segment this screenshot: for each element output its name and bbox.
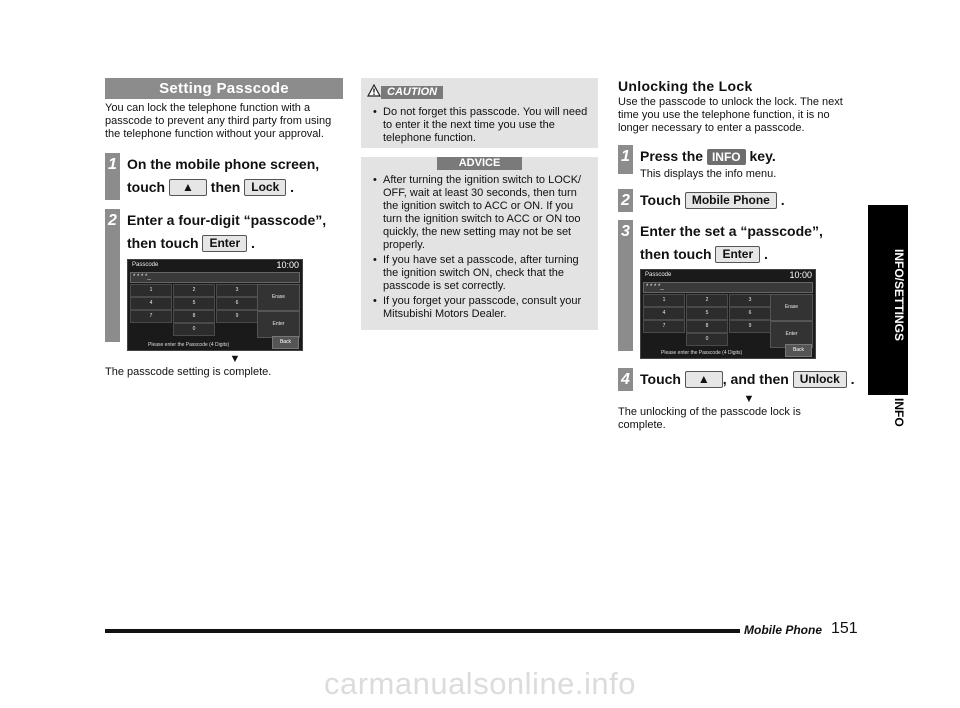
screen-title: Passcode bbox=[645, 272, 672, 278]
step-1 bbox=[105, 153, 343, 199]
screen-key: 5 bbox=[686, 307, 728, 320]
screen-key: 7 bbox=[643, 320, 685, 333]
step-text: . bbox=[780, 192, 785, 208]
screen-key: 7 bbox=[130, 310, 172, 323]
step-text: touch bbox=[127, 179, 166, 195]
step-text: Press the bbox=[640, 148, 704, 164]
screen-key: 8 bbox=[686, 320, 728, 333]
screen-key: 3 bbox=[729, 294, 771, 307]
caution-label: CAUTION bbox=[381, 86, 443, 99]
step-number: 3 bbox=[618, 220, 633, 351]
screen-back-button: Back bbox=[272, 336, 299, 349]
list-item: • Do not forget this passcode. You will need to enter it the next time you use the telephone function. bbox=[373, 106, 588, 145]
step-title bbox=[127, 209, 343, 255]
up-arrow-key: ▲ bbox=[169, 179, 207, 196]
step-text: . bbox=[290, 179, 295, 195]
screen-key: 0 bbox=[173, 323, 215, 336]
screen-key: 1 bbox=[643, 294, 685, 307]
step-text: Touch bbox=[640, 371, 681, 387]
screen-erase-button: Erase bbox=[257, 284, 300, 311]
screen-key: 4 bbox=[130, 297, 172, 310]
step-title bbox=[640, 220, 858, 266]
advice-box bbox=[361, 157, 598, 330]
list-item: • If you have set a passcode, after turning the ignition switch ON, check that the passcode is set correctly. bbox=[373, 254, 588, 293]
step-text: key. bbox=[749, 148, 776, 164]
screen-key: 3 bbox=[216, 284, 258, 297]
screen-key: 8 bbox=[173, 310, 215, 323]
down-arrow-icon: ▼ bbox=[743, 393, 755, 405]
caution-box bbox=[361, 78, 598, 148]
enter-key: Enter bbox=[202, 235, 247, 252]
step-title bbox=[640, 368, 858, 391]
list-item: • If you forget your passcode, consult your Mitsubishi Motors Dealer. bbox=[373, 295, 588, 321]
screen-key: 9 bbox=[729, 320, 771, 333]
setting-passcode-column bbox=[105, 78, 343, 379]
side-tab-label: INFO/SETTINGS bbox=[892, 248, 906, 341]
notes-column bbox=[361, 78, 598, 330]
step-text: Enter a four-digit “passcode”, bbox=[127, 212, 327, 228]
step-2 bbox=[618, 189, 858, 212]
step-number: 4 bbox=[618, 368, 633, 391]
step-1 bbox=[618, 145, 858, 180]
section-title: Setting Passcode bbox=[105, 78, 343, 99]
step-text: . bbox=[850, 371, 855, 387]
passcode-screen-image bbox=[127, 259, 303, 351]
step-text: then touch bbox=[640, 246, 712, 262]
step-text: Enter the set a “passcode”, bbox=[640, 223, 823, 239]
screen-erase-button: Erase bbox=[770, 294, 813, 321]
intro-text: Use the passcode to unlock the lock. The next time you use the telephone function, it is no longer necessary to enter a passcode. bbox=[618, 96, 843, 134]
step-2 bbox=[105, 209, 343, 351]
watermark: carmanualsonline.info bbox=[323, 666, 637, 701]
step-title bbox=[127, 153, 343, 199]
unlocking-column bbox=[618, 78, 858, 432]
screen-key: 6 bbox=[216, 297, 258, 310]
caution-list bbox=[361, 106, 598, 145]
screen-key: 0 bbox=[686, 333, 728, 346]
screen-key: 6 bbox=[729, 307, 771, 320]
step-text: . bbox=[764, 246, 768, 262]
lock-key: Lock bbox=[244, 179, 286, 196]
screen-enter-button: Enter bbox=[770, 321, 813, 348]
section-title: Unlocking the Lock bbox=[618, 78, 753, 94]
step-number: 2 bbox=[618, 189, 633, 212]
screen-time: 10:00 bbox=[276, 260, 299, 270]
enter-key: Enter bbox=[715, 246, 760, 263]
step-text: then bbox=[210, 179, 241, 195]
side-tab-sub-label: INFO bbox=[892, 398, 906, 427]
down-arrow-icon: ▼ bbox=[229, 353, 241, 365]
screen-message: Please enter the Passcode (4 Digits) bbox=[148, 342, 230, 348]
screen-title: Passcode bbox=[132, 262, 159, 268]
step-text: Touch bbox=[640, 192, 681, 208]
footer-title: Mobile Phone bbox=[744, 623, 822, 637]
step-text: On the mobile phone screen, bbox=[127, 156, 320, 172]
step-text: , and then bbox=[722, 371, 789, 387]
info-key: INFO bbox=[707, 149, 746, 165]
step-title bbox=[640, 189, 858, 212]
screen-message: Please enter the Passcode (4 Digits) bbox=[661, 350, 743, 356]
step-number: 2 bbox=[105, 209, 120, 342]
screen-key: 5 bbox=[173, 297, 215, 310]
step-subtext: This displays the info menu. bbox=[640, 168, 777, 180]
step-4 bbox=[618, 368, 858, 391]
screen-key: 1 bbox=[130, 284, 172, 297]
unlock-key: Unlock bbox=[793, 371, 847, 388]
screen-key: 9 bbox=[216, 310, 258, 323]
screen-time: 10:00 bbox=[789, 270, 812, 280]
step-3 bbox=[618, 220, 858, 359]
step-number: 1 bbox=[105, 153, 120, 200]
completion-text: The passcode setting is complete. bbox=[105, 366, 272, 378]
list-item: • After turning the ignition switch to LOCK/ OFF, wait at least 30 seconds, then turn the ignition switch to ACC or ON. If you turn the ignition switch to ACC or ON too quickly, the new setting may not be set properly. bbox=[373, 174, 588, 252]
page-number: 151 bbox=[831, 620, 858, 637]
up-arrow-key: ▲ bbox=[685, 371, 723, 388]
footer-rule bbox=[105, 629, 740, 633]
screen-back-button: Back bbox=[785, 344, 812, 357]
step-number: 1 bbox=[618, 145, 633, 174]
screen-key: 4 bbox=[643, 307, 685, 320]
caution-header bbox=[361, 82, 598, 102]
advice-label: ADVICE bbox=[437, 157, 522, 170]
advice-list bbox=[361, 174, 598, 321]
step-title bbox=[640, 145, 858, 168]
step-text: then touch bbox=[127, 235, 199, 251]
screen-passcode-field: * * * *_ bbox=[643, 282, 813, 293]
intro-text: You can lock the telephone function with a passcode to prevent any third party from using the telephone function without your approval. bbox=[105, 102, 332, 140]
passcode-screen-image bbox=[640, 269, 816, 359]
screen-enter-button: Enter bbox=[257, 311, 300, 338]
screen-passcode-field: * * * *_ bbox=[130, 272, 300, 283]
warning-triangle-icon bbox=[367, 84, 381, 102]
step-text: . bbox=[251, 235, 255, 251]
completion-text: The unlocking of the passcode lock is complete. bbox=[618, 406, 801, 431]
mobile-phone-key: Mobile Phone bbox=[685, 192, 777, 209]
screen-key: 2 bbox=[686, 294, 728, 307]
screen-key: 2 bbox=[173, 284, 215, 297]
